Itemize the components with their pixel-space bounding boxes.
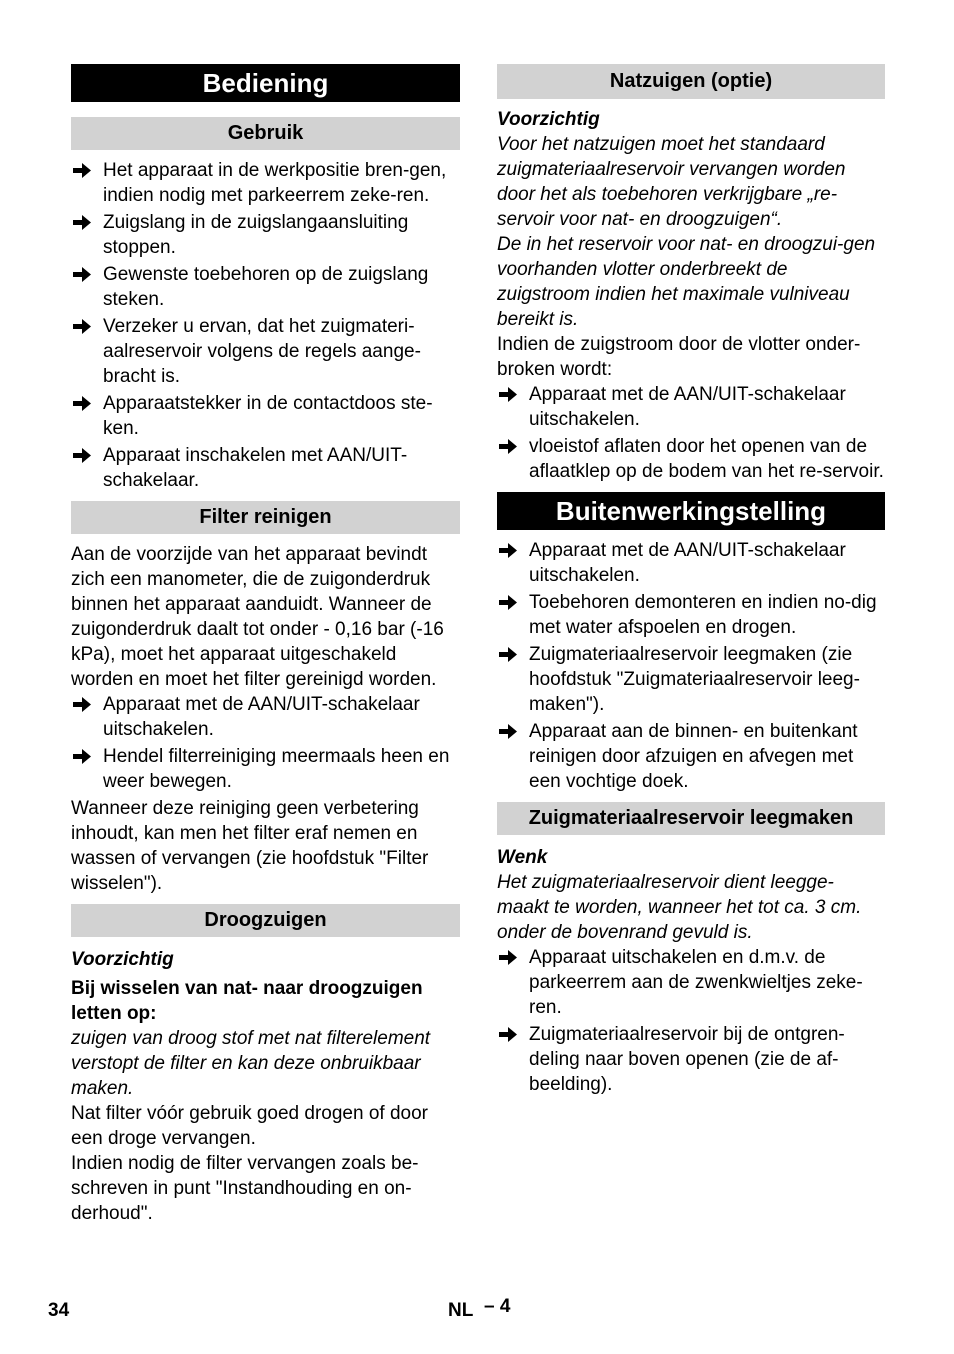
caution-label: Voorzichtig — [71, 949, 174, 970]
list-item: Verzeker u ervan, dat het zuigmateri-aalreservoir volgens de regels aange-bracht is. — [71, 314, 460, 389]
list-item: Toebehoren demonteren en indien no-dig met water afspoelen en drogen. — [497, 590, 885, 640]
leeg-step-list — [497, 945, 885, 1097]
arrow-right-icon — [73, 749, 91, 764]
droog-paragraph-2: Indien nodig de filter vervangen zoals be-schreven in punt "Instandhouding en on-derhoud". — [71, 1153, 419, 1224]
arrow-right-icon — [499, 950, 517, 965]
list-item: Zuigslang in de zuigslangaansluiting stoppen. — [71, 210, 460, 260]
arrow-right-icon — [73, 163, 91, 178]
droog-bold-note: Bij wisselen van nat- naar droogzuigen letten op: — [71, 978, 423, 1024]
arrow-right-icon — [499, 439, 517, 454]
nat-italic-note-2: De in het reservoir voor nat- en droogzui-gen voorhanden vlotter onderbreekt de zuigstroom indien het maximale vulniveau bereikt is. — [497, 234, 876, 330]
droog-italic-note: zuigen van droog stof met nat filterelement verstopt de filter en kan deze onbruikbaar maken. — [71, 1028, 431, 1099]
list-item: Apparaat inschakelen met AAN/UIT-schakelaar. — [71, 443, 460, 493]
arrow-right-icon — [73, 267, 91, 282]
nat-paragraph: Indien de zuigstroom door de vlotter onder-broken wordt: — [497, 334, 861, 380]
arrow-right-icon — [499, 595, 517, 610]
list-item: Apparaat uitschakelen en d.m.v. de parkeerrem aan de zwenkwieltjes zeke-ren. — [497, 945, 885, 1020]
language-code: NL — [448, 1300, 474, 1321]
section-title-bediening: Bediening — [71, 64, 460, 102]
section-title-buitenwerkingstelling: Buitenwerkingstelling — [497, 492, 885, 530]
gebruik-step-list — [71, 158, 460, 493]
arrow-right-icon — [499, 1027, 517, 1042]
buiten-step-list — [497, 538, 885, 794]
arrow-right-icon — [499, 387, 517, 402]
list-item: Zuigmateriaalreservoir bij de ontgren-deling naar boven openen (zie de af-beelding). — [497, 1022, 885, 1097]
arrow-right-icon — [499, 543, 517, 558]
subsection-title-filter: Filter reinigen — [71, 501, 460, 534]
arrow-right-icon — [73, 697, 91, 712]
left-column — [71, 64, 460, 1226]
list-item: Zuigmateriaalreservoir leegmaken (zie hoofdstuk "Zuigmateriaalreservoir leeg-maken"). — [497, 642, 885, 717]
arrow-right-icon — [73, 319, 91, 334]
subsection-title-gebruik: Gebruik — [71, 117, 460, 150]
section-page-number: – 4 — [484, 1296, 511, 1317]
list-item: Gewenste toebehoren op de zuigslang steken. — [71, 262, 460, 312]
filter-intro: Aan de voorzijde van het apparaat bevindt zich een manometer, die de zuigonderdruk binnen het apparaat aanduidt. Wanneer de zuigonderdruk daalt tot onder - 0,16 bar (-16 kPa), moet het apparaat uitgeschakeld worden en moet het filter gereinigd worden. — [71, 544, 444, 690]
right-column — [497, 64, 885, 1099]
arrow-right-icon — [73, 396, 91, 411]
arrow-right-icon — [499, 647, 517, 662]
arrow-right-icon — [73, 215, 91, 230]
nat-italic-note-1: Voor het natzuigen moet het standaard zuigmateriaalreservoir vervangen worden door het als toebehoren verkrijgbare „re-servoir voor nat- en droogzuigen“. — [497, 134, 846, 230]
leeg-italic-note: Het zuigmateriaalreservoir dient leegge-maakt te worden, wanneer het tot ca. 3 cm. onder de bovenrand gevuld is. — [497, 872, 862, 943]
list-item: Het apparaat in de werkpositie bren-gen, indien nodig met parkeerrem zeke-ren. — [71, 158, 460, 208]
list-item: Apparaat met de AAN/UIT-schakelaar uitschakelen. — [497, 538, 885, 588]
subsection-title-droogzuigen: Droogzuigen — [71, 904, 460, 937]
filter-step-list — [71, 692, 460, 794]
subsection-title-natzuigen: Natzuigen (optie) — [497, 64, 885, 99]
hint-label: Wenk — [497, 847, 548, 868]
list-item: Apparaat met de AAN/UIT-schakelaar uitschakelen. — [71, 692, 460, 742]
list-item: vloeistof aflaten door het openen van de aflaatklep op de bodem van het re-servoir. — [497, 434, 885, 484]
droog-paragraph-1: Nat filter vóór gebruik goed drogen of door een droge vervangen. — [71, 1103, 428, 1149]
page-number: 34 — [48, 1300, 70, 1321]
filter-outro: Wanneer deze reiniging geen verbetering inhoudt, kan men het filter eraf nemen en wassen of vervangen (zie hoofdstuk "Filter wisselen"). — [71, 798, 429, 894]
list-item: Apparaatstekker in de contactdoos ste-ken. — [71, 391, 460, 441]
subsection-title-leegmaken: Zuigmateriaalreservoir leegmaken — [497, 802, 885, 835]
list-item: Apparaat aan de binnen- en buitenkant reinigen door afzuigen en afvegen met een vochtige doek. — [497, 719, 885, 794]
arrow-right-icon — [499, 724, 517, 739]
list-item: Hendel filterreiniging meermaals heen en weer bewegen. — [71, 744, 460, 794]
caution-label: Voorzichtig — [497, 109, 600, 130]
list-item: Apparaat met de AAN/UIT-schakelaar uitschakelen. — [497, 382, 885, 432]
arrow-right-icon — [73, 448, 91, 463]
nat-step-list — [497, 382, 885, 484]
